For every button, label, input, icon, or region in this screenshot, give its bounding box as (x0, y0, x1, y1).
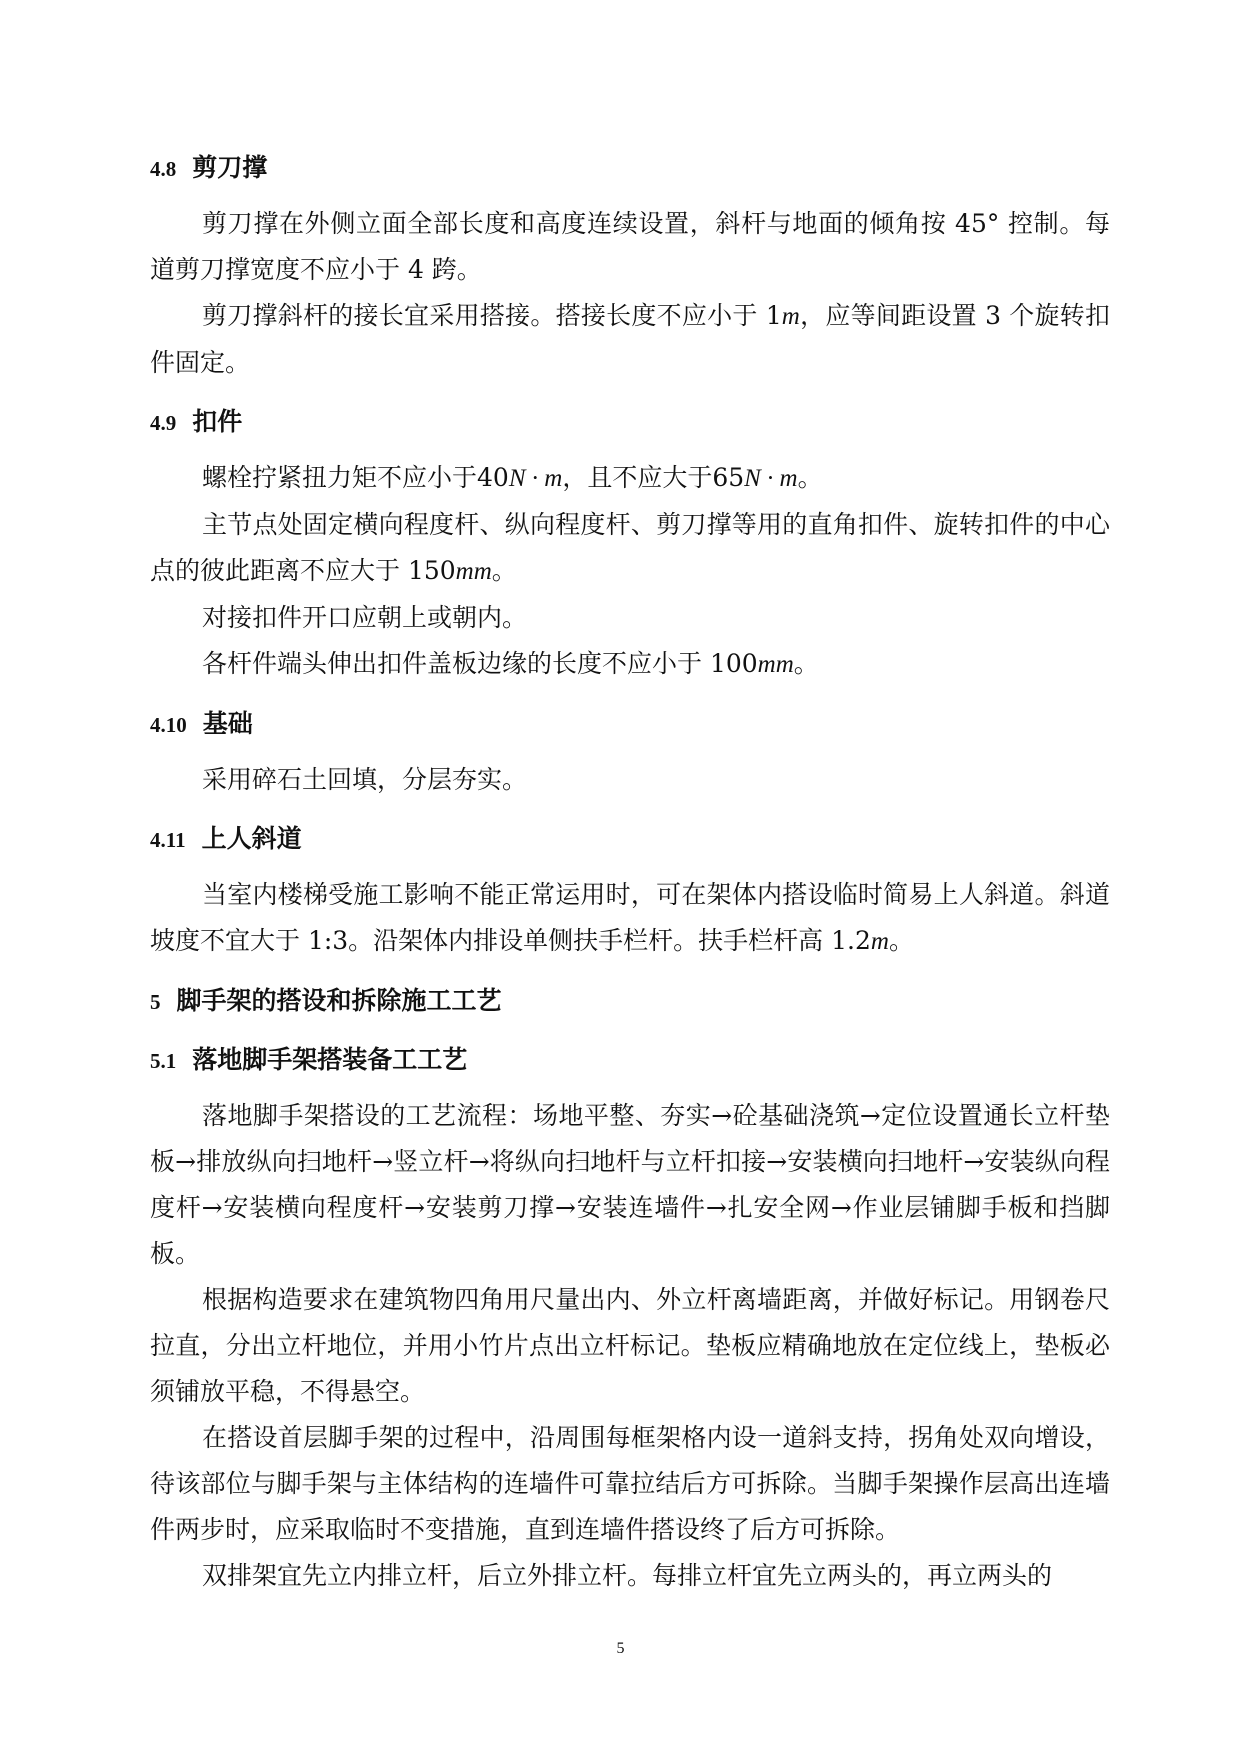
paragraph-5-1-b: 根据构造要求在建筑物四角用尺量出内、外立杆离墙距离，并做好标记。用钢卷尺拉直，分出立杆地位，并用小竹片点出立杆标记。垫板应精确地放在定位线上，垫板必须铺放平稳，不得悬空。 (150, 1285, 1110, 1406)
paragraph-4-9-c: 对接扣件开口应朝上或朝内。 (202, 603, 528, 632)
paragraph-5-1-a: 落地脚手架搭设的工艺流程：场地平整、夯实→砼基础浇筑→定位设置通长立杆垫板→排放纵向扫地杆→竖立杆→将纵向扫地杆与立杆扣接→安装横向扫地杆→安装纵向程度杆→安装横向程度杆→安装剪刀撑→安装连墙件→扎安全网→作业层铺脚手板和挡脚板。 (150, 1101, 1110, 1268)
paragraph-5-1-d: 双排架宜先立内排立杆，后立外排立杆。每排立杆宜先立两头的，再立两头的 (202, 1561, 1053, 1590)
page-body (150, 150, 1110, 1599)
page-number: 5 (616, 1640, 625, 1657)
paragraph-4-9-a: 螺栓拧紧扭力矩不应小于40N · m，且不应大于65N · m。 (202, 463, 823, 492)
heading-4-9: 4.9 扣件 (150, 407, 243, 436)
heading-4-11: 4.11 上人斜道 (150, 824, 302, 853)
paragraph-4-8-b: 剪刀撑斜杆的接长宜采用搭接。搭接长度不应小于 1m，应等间距设置 3 个旋转扣件固定。 (150, 301, 1110, 377)
paragraph-4-10: 采用碎石土回填，分层夯实。 (202, 765, 528, 794)
paragraph-5-1-c: 在搭设首层脚手架的过程中，沿周围每框架格内设一道斜支持，拐角处双向增设，待该部位与脚手架与主体结构的连墙件可靠拉结后方可拆除。当脚手架操作层高出连墙件两步时，应采取临时不变措施，直到连墙件搭设终了后方可拆除。 (150, 1423, 1110, 1544)
heading-5: 5 脚手架的搭设和拆除施工工艺 (150, 986, 502, 1015)
paragraph-4-9-d: 各杆件端头伸出扣件盖板边缘的长度不应小于 100mm。 (202, 649, 819, 678)
heading-4-10: 4.10 基础 (150, 709, 253, 738)
heading-4-8: 4.8 剪刀撑 (150, 153, 268, 182)
heading-5-1: 5.1 落地脚手架搭装备工工艺 (150, 1045, 468, 1074)
paragraph-4-9-b: 主节点处固定横向程度杆、纵向程度杆、剪刀撑等用的直角扣件、旋转扣件的中心点的彼此距离不应大于 150mm。 (150, 510, 1110, 585)
paragraph-4-11: 当室内楼梯受施工影响不能正常运用时，可在架体内搭设临时简易上人斜道。斜道坡度不宜大于 1:3。沿架体内排设单侧扶手栏杆。扶手栏杆高 1.2m。 (150, 880, 1110, 955)
paragraph-4-8-a: 剪刀撑在外侧立面全部长度和高度连续设置，斜杆与地面的倾角按 45° 控制。每道剪刀撑宽度不应小于 4 跨。 (150, 209, 1110, 284)
